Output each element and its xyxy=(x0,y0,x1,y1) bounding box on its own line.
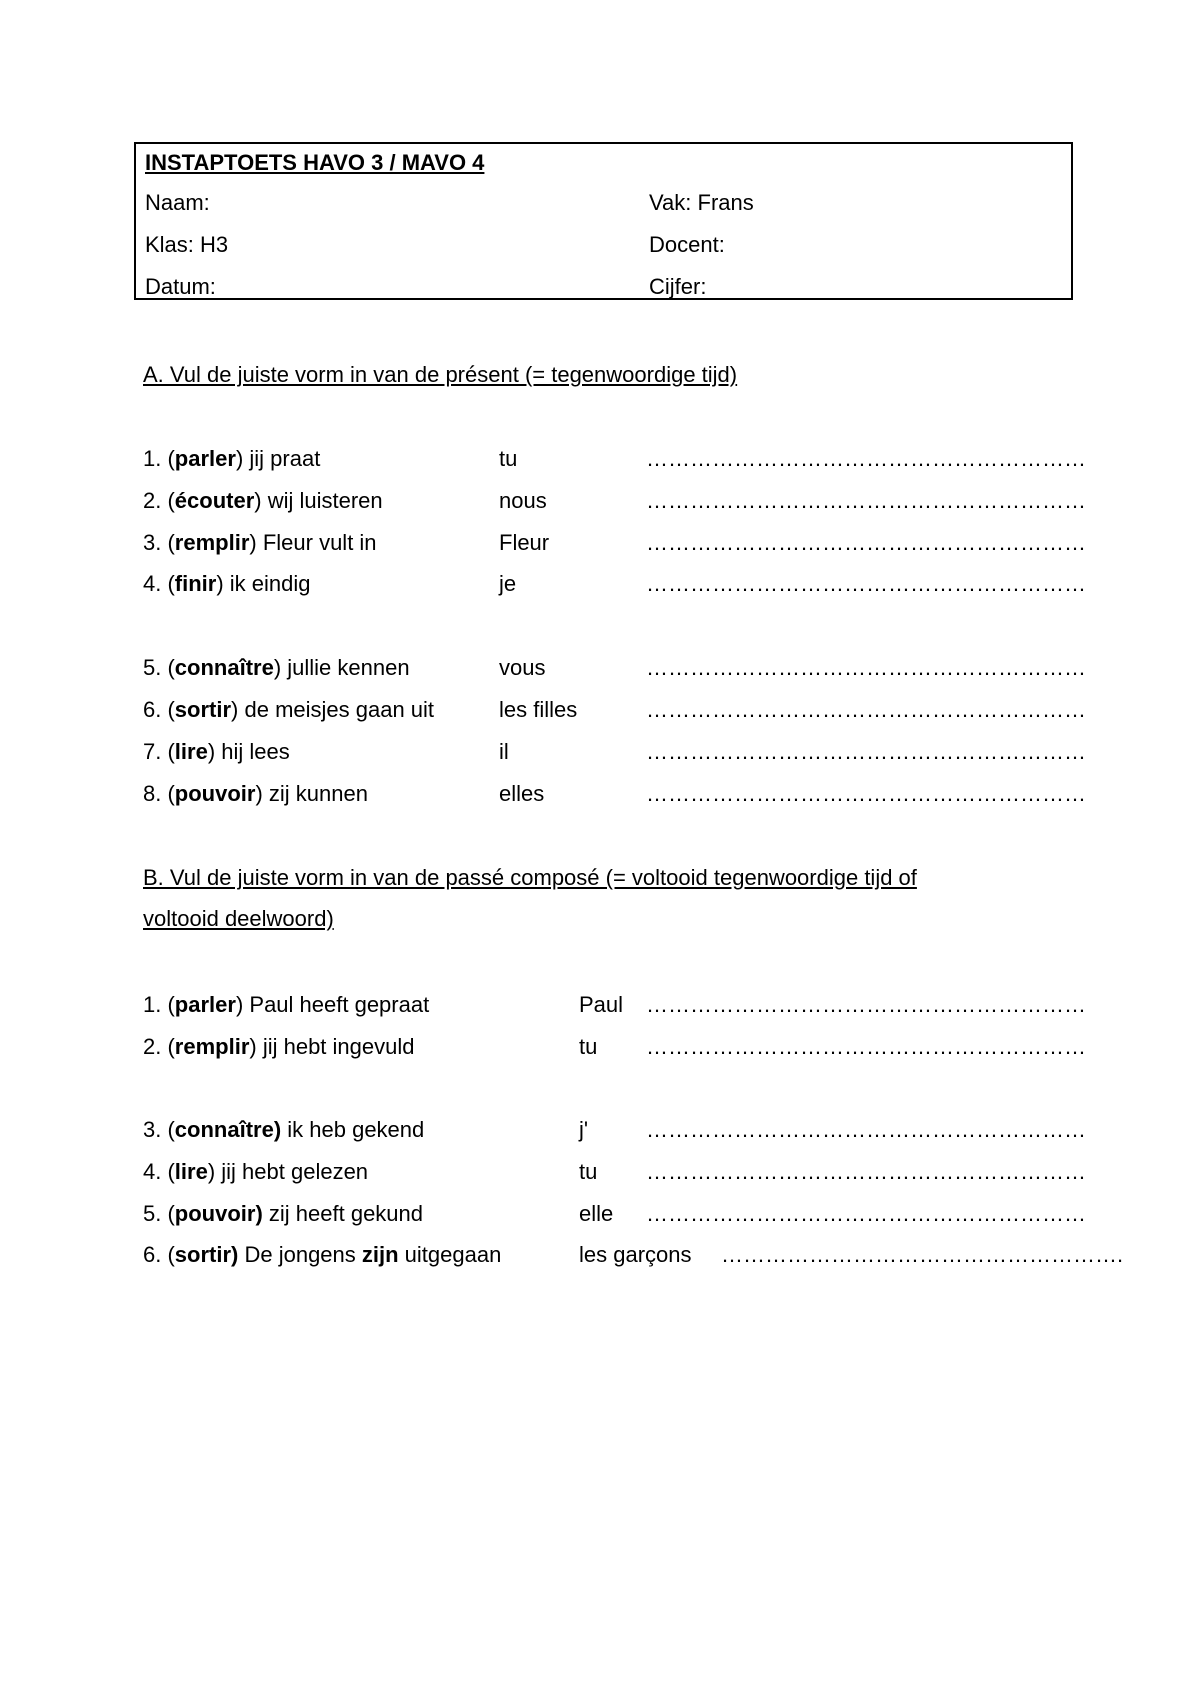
verb-infinitive: écouter xyxy=(174,488,255,513)
exercise-row xyxy=(143,488,1086,514)
dutch-translation: uitgegaan xyxy=(398,1242,502,1267)
answer-blank[interactable]: …………………………………………………… xyxy=(646,655,1086,680)
section-b-title-line1: B. Vul de juiste vorm in van de passé composé (= voltooid tegenwoordige tijd of xyxy=(143,865,917,890)
subject-pronoun: il xyxy=(499,739,509,764)
answer-blank[interactable]: …………………………………………………… xyxy=(646,992,1086,1017)
answer-blank[interactable]: …………………………………………………… xyxy=(646,739,1086,764)
subject-label: Vak: Frans xyxy=(649,190,754,215)
answer-blank[interactable]: …………………………………………………… xyxy=(646,1159,1086,1184)
verb-infinitive: sortir xyxy=(174,697,232,722)
verb-infinitive: pouvoir xyxy=(174,781,256,806)
dutch-translation: ) jij praat xyxy=(235,446,321,471)
dutch-translation-part: De jongens xyxy=(238,1242,362,1267)
subject-pronoun: Paul xyxy=(579,992,624,1017)
date-field-label: Datum: xyxy=(145,274,216,299)
subject-pronoun: nous xyxy=(499,488,547,513)
answer-blank[interactable]: ………………………………………………. xyxy=(721,1242,1124,1267)
exercise-row xyxy=(143,781,1086,807)
exercise-row xyxy=(143,1242,1124,1268)
subject-pronoun: je xyxy=(499,571,517,596)
class-label: Klas: H3 xyxy=(145,232,229,257)
item-number: 2. ( xyxy=(143,1034,175,1059)
item-number: 1. ( xyxy=(143,446,175,471)
exercise-row xyxy=(143,697,1086,723)
answer-blank[interactable]: …………………………………………………… xyxy=(646,1117,1086,1142)
verb-infinitive: connaître xyxy=(174,655,274,680)
dutch-translation: ) Fleur vult in xyxy=(249,530,377,555)
grade-field-label: Cijfer: xyxy=(649,274,707,299)
teacher-field-label: Docent: xyxy=(649,232,725,257)
dutch-translation: ) Paul heeft gepraat xyxy=(235,992,430,1017)
dutch-translation: ) jij hebt ingevuld xyxy=(249,1034,415,1059)
exercise-row xyxy=(143,739,1086,765)
item-number: 3. ( xyxy=(143,530,175,555)
item-number: 4. ( xyxy=(143,571,175,596)
subject-pronoun: tu xyxy=(579,1034,598,1059)
verb-infinitive: sortir) xyxy=(174,1242,239,1267)
answer-blank[interactable]: …………………………………………………… xyxy=(646,488,1086,513)
exercise-row xyxy=(143,446,1086,472)
exercise-row xyxy=(143,571,1086,597)
answer-blank[interactable]: …………………………………………………… xyxy=(646,1034,1086,1059)
verb-infinitive: parler xyxy=(174,446,236,471)
subject-pronoun: les garçons xyxy=(579,1242,692,1267)
dutch-translation: ) zij kunnen xyxy=(255,781,368,806)
exercise-row xyxy=(143,1034,1086,1060)
subject-pronoun: tu xyxy=(499,446,518,471)
verb-infinitive: lire xyxy=(174,739,208,764)
auxiliary-verb: zijn xyxy=(361,1242,399,1267)
dutch-translation: ) hij lees xyxy=(207,739,290,764)
item-number: 6. ( xyxy=(143,697,175,722)
verb-infinitive: connaître) xyxy=(174,1117,282,1142)
dutch-translation: ) wij luisteren xyxy=(254,488,383,513)
answer-blank[interactable]: …………………………………………………… xyxy=(646,697,1086,722)
verb-infinitive: pouvoir) xyxy=(174,1201,263,1226)
subject-pronoun: les filles xyxy=(499,697,578,722)
verb-infinitive: finir xyxy=(174,571,217,596)
item-number: 8. ( xyxy=(143,781,175,806)
item-number: 5. ( xyxy=(143,655,175,680)
item-number: 7. ( xyxy=(143,739,175,764)
section-b-title-line2: voltooid deelwoord) xyxy=(143,906,334,931)
item-number: 1. ( xyxy=(143,992,175,1017)
exercise-row xyxy=(143,1117,1086,1143)
verb-infinitive: remplir xyxy=(174,1034,250,1059)
answer-blank[interactable]: …………………………………………………… xyxy=(646,571,1086,596)
dutch-translation: ) ik eindig xyxy=(216,571,311,596)
subject-pronoun: vous xyxy=(499,655,546,680)
dutch-translation: ik heb gekend xyxy=(281,1117,425,1142)
verb-infinitive: remplir xyxy=(174,530,250,555)
dutch-translation: ) de meisjes gaan uit xyxy=(231,697,435,722)
subject-pronoun: elle xyxy=(579,1201,614,1226)
answer-blank[interactable]: …………………………………………………… xyxy=(646,446,1086,471)
item-number: 2. ( xyxy=(143,488,175,513)
subject-pronoun: tu xyxy=(579,1159,598,1184)
item-number: 5. ( xyxy=(143,1201,175,1226)
item-number: 4. ( xyxy=(143,1159,175,1184)
verb-infinitive: lire xyxy=(174,1159,208,1184)
dutch-translation: ) jullie kennen xyxy=(273,655,410,680)
item-number: 3. ( xyxy=(143,1117,175,1142)
name-field-label: Naam: xyxy=(145,190,210,215)
header-box xyxy=(134,142,1073,300)
exercise-row xyxy=(143,1201,1086,1227)
subject-pronoun: j' xyxy=(579,1117,589,1142)
exercise-row xyxy=(143,1159,1086,1185)
section-a-title: A. Vul de juiste vorm in van de présent (= tegenwoordige tijd) xyxy=(143,362,738,387)
subject-pronoun: Fleur xyxy=(499,530,550,555)
exercise-row xyxy=(143,992,1086,1018)
item-number: 6. ( xyxy=(143,1242,175,1267)
test-title: INSTAPTOETS HAVO 3 / MAVO 4 xyxy=(145,150,485,175)
verb-infinitive: parler xyxy=(174,992,236,1017)
answer-blank[interactable]: …………………………………………………… xyxy=(646,781,1086,806)
dutch-translation: zij heeft gekund xyxy=(262,1201,424,1226)
exercise-row xyxy=(143,655,1086,681)
dutch-translation: ) jij hebt gelezen xyxy=(207,1159,369,1184)
answer-blank[interactable]: …………………………………………………… xyxy=(646,530,1086,555)
subject-pronoun: elles xyxy=(499,781,545,806)
exercise-row xyxy=(143,530,1086,556)
answer-blank[interactable]: …………………………………………………… xyxy=(646,1201,1086,1226)
